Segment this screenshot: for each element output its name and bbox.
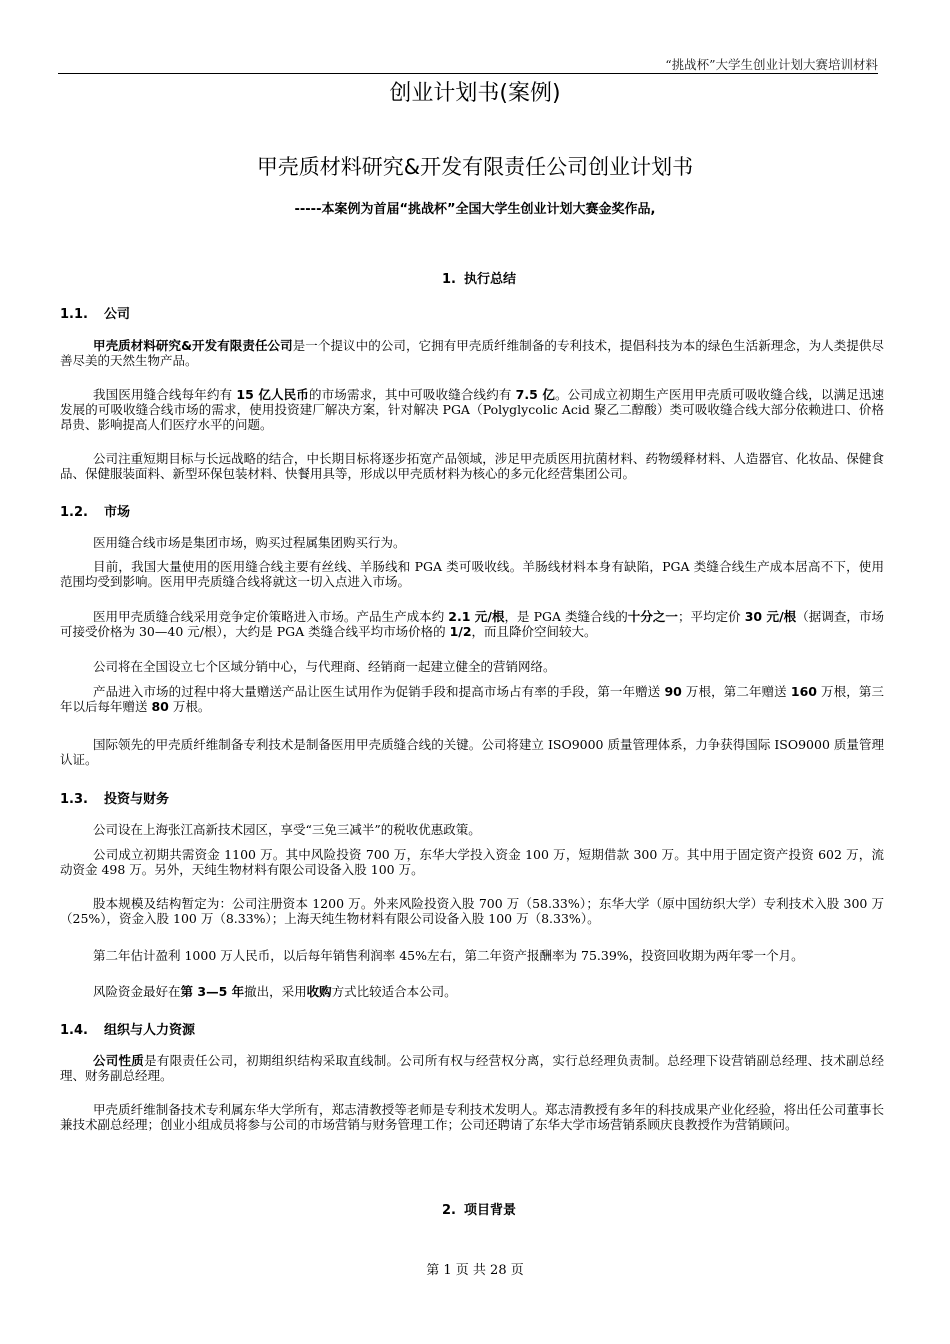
section-heading bbox=[0, 1199, 950, 1218]
paragraph: 目前，我国大量使用的医用缝合线主要有丝线、羊肠线和 PGA 类可吸收线。羊肠线材料本身有缺陷，PGA 类缝合线生产成本居高不下，使用范围均受到影响。医用甲壳质缝合线将就这一切入点进入市场。 bbox=[60, 559, 884, 589]
paragraph: 医用缝合线市场是集团市场，购买过程属集团购买行为。 bbox=[93, 535, 406, 550]
paragraph: 公司注重短期目标与长远战略的结合，中长期目标将逐步拓宽产品领域，涉足甲壳质医用抗菌材料、药物缓释材料、人造器官、化妆品、保健食品、保健服装面料、新型环保包装材料、快餐用具等，形成以甲壳质材料为核心的多元化经营集团公司。 bbox=[60, 451, 884, 481]
section-title: 项目背景 bbox=[463, 1203, 516, 1218]
subsection-heading bbox=[60, 303, 130, 322]
paragraph: 国际领先的甲壳质纤维制备专利技术是制备医用甲壳质缝合线的关键。公司将建立 ISO9000 质量管理体系，力争获得国际 ISO9000 质量管理认证。 bbox=[60, 737, 884, 767]
section-title: 执行总结 bbox=[463, 272, 516, 287]
paragraph: 公司性质是有限责任公司，初期组织结构采取直线制。公司所有权与经营权分离，实行总经理负责制。总经理下设营销副总经理、技术副总经理、财务副总经理。 bbox=[60, 1053, 884, 1083]
subsection-title: 投资与财务 bbox=[104, 792, 170, 807]
company-plan-title: 甲壳质材料研究&开发有限责任公司创业计划书 bbox=[256, 155, 694, 179]
subsection-title: 公司 bbox=[104, 307, 131, 322]
section-heading bbox=[0, 268, 950, 287]
paragraph: 第二年估计盈利 1000 万人民币，以后每年销售利润率 45%左右，第二年资产报酬率为 75.39%，投资回收期为两年零一个月。 bbox=[93, 948, 804, 963]
subsection-heading bbox=[60, 1019, 195, 1038]
paragraph: 风险资金最好在第 3—5 年撤出，采用收购方式比较适合本公司。 bbox=[93, 984, 457, 999]
paragraph: 公司成立初期共需资金 1100 万。其中风险投资 700 万，东华大学投入资金 100 万，短期借款 300 万。其中用于固定资产投资 602 万，流动资金 498 万。另外，天纯生物材料有限公司设备入股 100 万。 bbox=[60, 847, 884, 877]
paragraph: 股本规模及结构暂定为：公司注册资本 1200 万。外来风险投资入股 700 万（58.33%）；东华大学（原中国纺织大学）专利技术入股 300 万（25%），资金入股 100 万（8.33%）；上海天纯生物材料有限公司设备入股 100 万（8.33%）。 bbox=[60, 896, 884, 926]
subsection-number: 1.2. bbox=[60, 505, 88, 520]
paragraph: 甲壳质材料研究&开发有限责任公司是一个提议中的公司，它拥有甲壳质纤维制备的专利技术，提倡科技为本的绿色生活新理念，为人类提供尽善尽美的天然生物产品。 bbox=[60, 338, 884, 368]
paragraph: 公司设在上海张江高新技术园区，享受“三免三减半”的税收优惠政策。 bbox=[93, 822, 481, 837]
paragraph: 医用甲壳质缝合线采用竞争定价策略进入市场。产品生产成本约 2.1 元/根，是 PGA 类缝合线的十分之一；平均定价 30 元/根（据调查，市场可接受价格为 30—40 元/根），大约是 PGA 类缝合线平均市场价格的 1/2，而且降价空间较大。 bbox=[60, 609, 885, 639]
subsection-number: 1.4. bbox=[60, 1023, 88, 1038]
header-rule bbox=[58, 73, 878, 74]
paragraph: 我国医用缝合线每年约有 15 亿人民币的市场需求，其中可吸收缝合线约有 7.5 亿。公司成立初期生产医用甲壳质可吸收缝合线，以满足迅速发展的可吸收缝合线市场的需求，使用投资建厂解决方案，针对解决 PGA（Polyglycolic Acid 聚乙二醇酸）类可吸收缝合线大部分依赖进口、价格昂贵、影响提高人们医疗水平的问题。 bbox=[60, 387, 885, 432]
subsection-heading bbox=[60, 788, 169, 807]
section-number: 1. bbox=[441, 272, 456, 287]
running-header: “挑战杯”大学生创业计划大赛培训材料 bbox=[665, 57, 878, 72]
page-footer: 第 1 页 共 28 页 bbox=[426, 1263, 524, 1278]
paragraph: 公司将在全国设立七个区域分销中心，与代理商、经销商一起建立健全的营销网络。 bbox=[93, 659, 556, 674]
paragraph: 产品进入市场的过程中将大量赠送产品让医生试用作为促销手段和提高市场占有率的手段，第一年赠送 90 万根，第二年赠送 160 万根，第三年以后每年赠送 80 万根。 bbox=[60, 684, 884, 714]
subsection-heading bbox=[60, 501, 130, 520]
subsection-title: 市场 bbox=[104, 505, 131, 520]
paragraph: 甲壳质纤维制备技术专利属东华大学所有，郑志清教授等老师是专利技术发明人。郑志清教授有多年的科技成果产业化经验，将出任公司董事长兼技术副总经理；创业小组成员将参与公司的市场营销与财务管理工作；公司还聘请了东华大学市场营销系顾庆良教授作为营销顾问。 bbox=[60, 1102, 884, 1132]
section-number: 2. bbox=[441, 1203, 456, 1218]
document-title: 创业计划书(案例) bbox=[389, 81, 561, 106]
subsection-title: 组织与人力资源 bbox=[104, 1023, 196, 1038]
subsection-number: 1.3. bbox=[60, 792, 88, 807]
subsection-number: 1.1. bbox=[60, 307, 88, 322]
award-note: -----本案例为首届“挑战杯”全国大学生创业计划大赛金奖作品, bbox=[294, 202, 656, 217]
